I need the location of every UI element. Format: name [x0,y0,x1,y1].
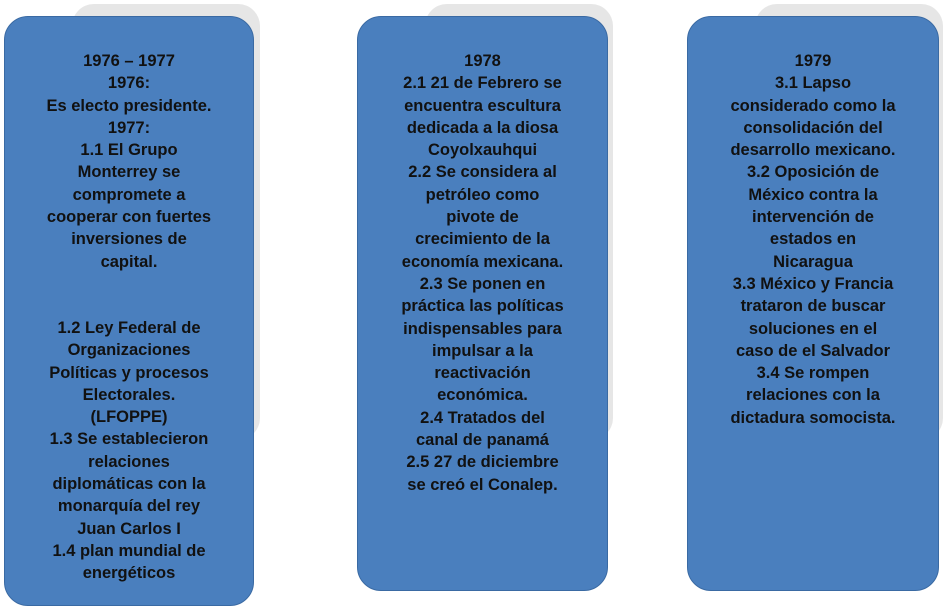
card-2-line: 2.1 21 de Febrero se [403,74,562,93]
card-3-line: caso de el Salvador [735,341,891,360]
card-1-line: 1976: [107,74,151,93]
card-1-line: 1.2 Ley Federal de [57,318,201,337]
card-1-line: Monterrey se [77,163,181,182]
card-3-title: 1979 [794,52,832,70]
card-2-line: pivote de [446,208,519,227]
card-1-line: Juan Carlos I [77,519,181,538]
card-3-line: soluciones en el [748,319,878,338]
card-3-line: 3.2 Oposición de [746,163,880,182]
card-1-line: Organizaciones [67,341,191,360]
card-3-line: estados en [769,230,857,249]
card-3-line: 3.4 Se rompen [756,364,870,383]
card-3-line: dictadura somocista. [730,408,896,427]
card-2-line: encuentra escultura [404,96,561,115]
timeline-card-1978 [357,16,608,591]
card-3-line: trataron de buscar [740,297,886,316]
timeline-card-1976-1977 [4,16,254,606]
card-1-line: 1977: [107,118,151,137]
card-3-line: consolidación del [743,118,883,137]
card-3-line: intervención de [752,208,874,227]
card-2-title: 1978 [464,52,501,70]
card-2-line: práctica las políticas [401,297,564,316]
card-1-line: diplomáticas con la [52,475,206,494]
card-1-line: relaciones [88,452,170,471]
card-1-line: inversiones de [71,230,187,249]
card-1-line: compromete a [72,185,186,204]
card-1-line: Es electo presidente. [46,96,212,115]
card-2-line: reactivación [434,364,531,383]
card-1-line: cooperar con fuertes [46,208,212,227]
card-2-line: Coyolxauhqui [427,141,538,160]
card-1-line: (LFOPPE) [90,408,168,427]
card-2-line: indispensables para [403,319,562,338]
card-2-line: 2.2 Se considera al [408,163,557,182]
card-3-line: considerado como la [730,96,896,115]
card-1-title: 1976 – 1977 [83,52,175,70]
card-1-line: 1.4 plan mundial de [52,541,206,560]
card-1-line: 1.3 Se establecieron [49,430,209,449]
card-2-line: impulsar a la [432,341,533,360]
card-3-line: relaciones con la [746,386,880,405]
card-2-line: 2.3 Se ponen en [419,274,546,293]
card-1-line: Electorales. [82,385,176,404]
timeline-card-1979 [687,16,939,591]
card-1-line: Políticas y procesos [49,363,209,382]
card-3-line: Nicaragua [773,252,853,271]
card-2-line: economía mexicana. [401,252,564,271]
card-3-line: 3.3 México y Francia [732,274,894,293]
card-2-line: petróleo como [425,185,540,204]
card-2-line: se creó el Conalep. [407,475,558,494]
card-2-line: económica. [437,386,528,405]
card-2-line: canal de panamá [416,431,549,450]
card-2-line: 2.4 Tratados del [420,408,545,427]
card-3-line: desarrollo mexicano. [730,141,896,160]
card-1-line: monarquía del rey [57,497,201,516]
card-2-line: 2.5 27 de diciembre [406,453,559,472]
card-1-line: energéticos [82,564,176,583]
card-2-line: dedicada a la diosa [406,118,559,137]
card-1-line: 1.1 El Grupo [80,141,178,160]
card-1-line: capital. [100,252,158,271]
card-3-line: 3.1 Lapso [774,74,852,93]
card-2-line: crecimiento de la [415,230,550,249]
card-3-line: México contra la [748,185,878,204]
